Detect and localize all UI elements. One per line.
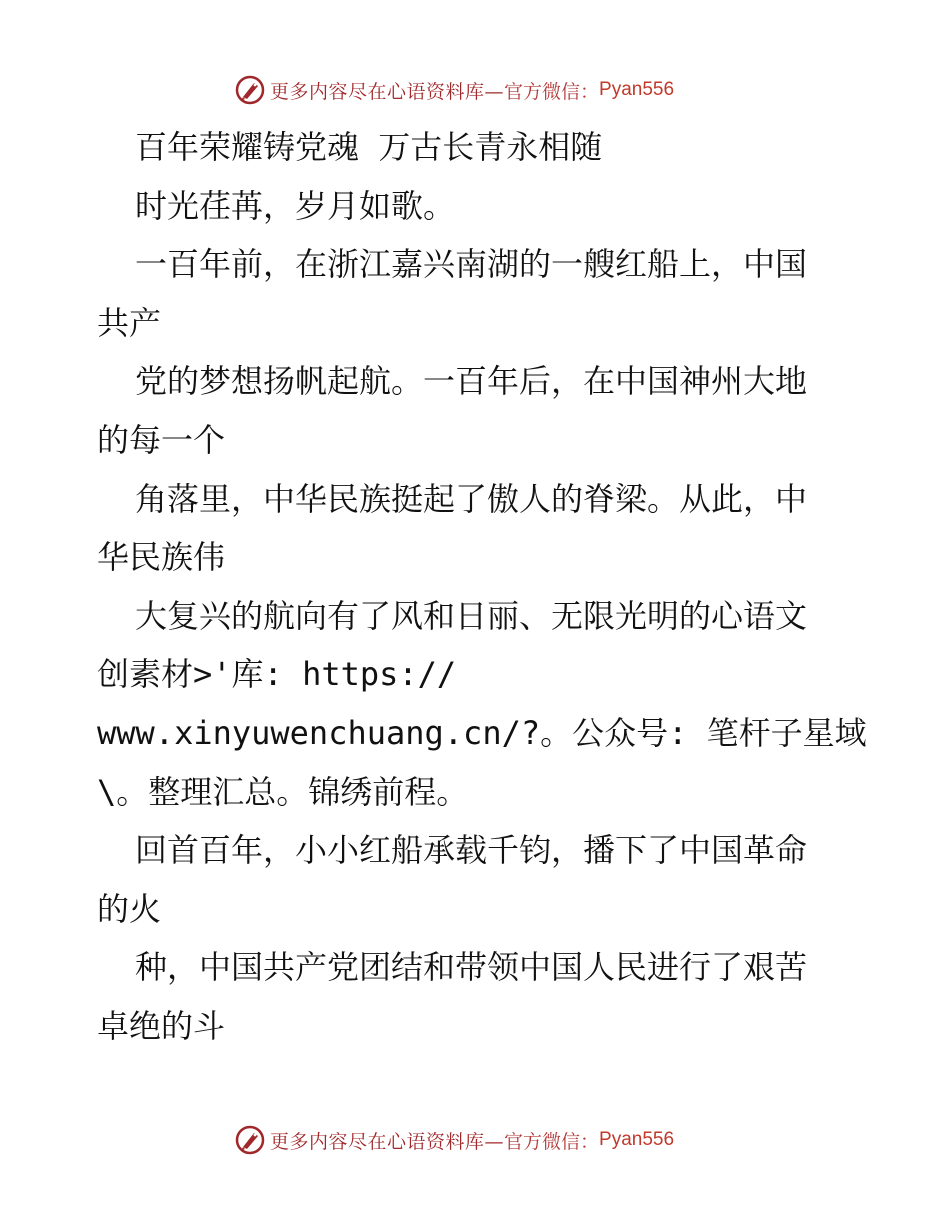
paragraph-line: 种，中国共产党团结和带领中国人民进行了艰苦 bbox=[135, 948, 808, 987]
paragraph-line: \。整理汇总。锦绣前程。 bbox=[97, 772, 469, 811]
document-body bbox=[97, 118, 867, 1056]
paragraph-line: 的火 bbox=[97, 889, 162, 928]
header-banner bbox=[0, 70, 950, 110]
pen-nib-logo-icon bbox=[234, 74, 266, 106]
paragraph-line: 共产 bbox=[97, 303, 162, 342]
banner-wechat-id: Pyan556 bbox=[599, 1129, 675, 1150]
paragraph-line: 回首百年，小小红船承载千钧，播下了中国革命 bbox=[135, 831, 808, 870]
document-title: 百年荣耀铸党魂 万古长青永相随 bbox=[135, 128, 603, 166]
banner-wechat-label: 官方微信： bbox=[504, 80, 600, 103]
paragraph-line: 创素材>'库: https:// bbox=[97, 655, 457, 694]
banner-text: 更多内容尽在心语资料库— bbox=[270, 1130, 505, 1153]
paragraph-line: 时光荏苒，岁月如歌。 bbox=[135, 186, 456, 225]
banner-wechat-id: Pyan556 bbox=[599, 79, 675, 100]
paragraph-line: 华民族伟 bbox=[97, 538, 226, 577]
paragraph-line: 一百年前，在浙江嘉兴南湖的一艘红船上，中国 bbox=[135, 245, 808, 284]
paragraph-line: 角落里，中华民族挺起了傲人的脊梁。从此，中 bbox=[135, 479, 808, 518]
banner-wechat-label: 官方微信： bbox=[504, 1130, 600, 1153]
paragraph-line: 卓绝的斗 bbox=[97, 1006, 226, 1045]
paragraph-line: 的每一个 bbox=[97, 420, 226, 459]
paragraph-line: 大复兴的航向有了风和日丽、无限光明的心语文 bbox=[135, 596, 808, 635]
paragraph-line: 党的梦想扬帆起航。一百年后，在中国神州大地 bbox=[135, 362, 808, 401]
pen-nib-logo-icon bbox=[234, 1124, 266, 1156]
banner-text: 更多内容尽在心语资料库— bbox=[270, 80, 505, 103]
paragraph-line: www.xinyuwenchuang.cn/?。公众号: 笔杆子星域 bbox=[97, 713, 867, 752]
footer-banner bbox=[0, 1120, 950, 1160]
